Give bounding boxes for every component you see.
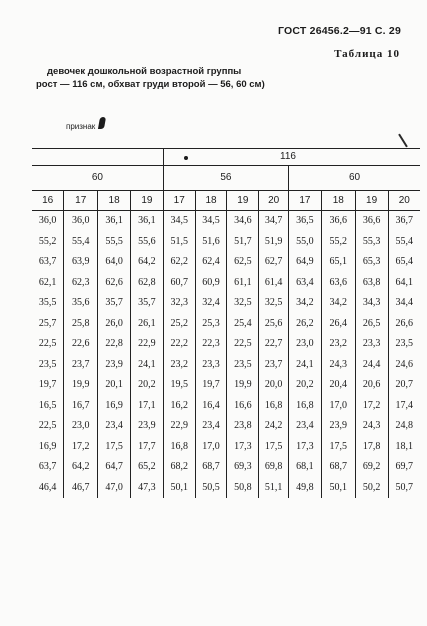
height-header-blank bbox=[32, 149, 163, 166]
table-cell: 17,2 bbox=[64, 437, 98, 458]
table-cell: 22,9 bbox=[131, 334, 164, 355]
table-cell: 36,0 bbox=[38, 215, 57, 227]
table-cell: 50,8 bbox=[227, 478, 259, 499]
table-cell: 34,3 bbox=[355, 293, 388, 314]
table-row bbox=[32, 457, 420, 478]
table-cell: 16,8 bbox=[289, 396, 322, 417]
table-body bbox=[32, 149, 420, 499]
table-cell: 23,5 bbox=[388, 334, 420, 355]
column-header-6: 19 bbox=[227, 191, 259, 211]
column-header-10: 19 bbox=[355, 191, 388, 211]
table-cell: 23,7 bbox=[64, 355, 98, 376]
table-row bbox=[32, 478, 420, 499]
table-cell: 19,9 bbox=[227, 375, 259, 396]
table-cell: 34,2 bbox=[321, 293, 355, 314]
chest-group-0: 60 bbox=[32, 166, 163, 191]
table-cell: 16,9 bbox=[38, 440, 57, 452]
table-cell: 47,0 bbox=[98, 478, 131, 499]
table-row bbox=[32, 314, 420, 335]
table-cell: 22,5 bbox=[227, 334, 259, 355]
table-cell: 16,6 bbox=[227, 396, 259, 417]
table-cell: 55,4 bbox=[388, 232, 420, 253]
table-cell: 26,4 bbox=[321, 314, 355, 335]
table-cell: 51,6 bbox=[195, 232, 227, 253]
column-header-2: 18 bbox=[98, 191, 131, 211]
table-cell: 62,3 bbox=[64, 273, 98, 294]
table-row bbox=[32, 396, 420, 417]
table-cell: 23,5 bbox=[38, 358, 57, 370]
table-cell: 20,1 bbox=[98, 375, 131, 396]
column-header-0: 16 bbox=[32, 191, 64, 211]
table-cell: 17,2 bbox=[355, 396, 388, 417]
table-cell: 36,1 bbox=[98, 211, 131, 232]
table-cell: 64,2 bbox=[64, 457, 98, 478]
table-cell: 20,7 bbox=[388, 375, 420, 396]
table-cell: 36,0 bbox=[64, 211, 98, 232]
table-cell: 50,2 bbox=[355, 478, 388, 499]
column-header-4: 17 bbox=[163, 191, 195, 211]
table-cell: 35,5 bbox=[38, 297, 57, 309]
table-cell: 26,2 bbox=[289, 314, 322, 335]
table-cell: 62,4 bbox=[195, 252, 227, 273]
table-cell: 51,5 bbox=[163, 232, 195, 253]
table-cell: 63,9 bbox=[64, 252, 98, 273]
table-cell: 61,4 bbox=[259, 273, 289, 294]
table-cell: 64,1 bbox=[388, 273, 420, 294]
table-cell: 49,8 bbox=[289, 478, 322, 499]
table-cell: 22,7 bbox=[259, 334, 289, 355]
table-cell: 24,1 bbox=[289, 355, 322, 376]
table-cell: 69,2 bbox=[355, 457, 388, 478]
table-cell: 35,6 bbox=[64, 293, 98, 314]
table-cell: 62,1 bbox=[38, 276, 57, 288]
table-cell: 34,7 bbox=[259, 211, 289, 232]
table-cell: 65,3 bbox=[355, 252, 388, 273]
table-cell: 23,9 bbox=[321, 416, 355, 437]
table-cell: 19,7 bbox=[38, 379, 57, 391]
table-cell: 34,4 bbox=[388, 293, 420, 314]
table-cell: 17,8 bbox=[355, 437, 388, 458]
height-header-row bbox=[32, 149, 420, 166]
table-cell: 32,4 bbox=[195, 293, 227, 314]
chest-group-2: 60 bbox=[289, 166, 420, 191]
table-cell: 32,3 bbox=[163, 293, 195, 314]
table-cell: 51,1 bbox=[259, 478, 289, 499]
table-cell: 23,4 bbox=[98, 416, 131, 437]
table-row bbox=[32, 355, 420, 376]
table-cell: 23,2 bbox=[163, 355, 195, 376]
table-cell: 23,9 bbox=[131, 416, 164, 437]
table-cell: 24,8 bbox=[388, 416, 420, 437]
table-cell: 34,6 bbox=[227, 211, 259, 232]
table-cell: 16,9 bbox=[98, 396, 131, 417]
table-cell: 25,7 bbox=[38, 317, 57, 329]
table-cell: 50,1 bbox=[321, 478, 355, 499]
table-cell: 62,2 bbox=[163, 252, 195, 273]
table-cell: 32,5 bbox=[227, 293, 259, 314]
table-caption-line-1: девочек дошкольной возрастной группы bbox=[47, 66, 242, 77]
table-cell: 25,3 bbox=[195, 314, 227, 335]
table-cell: 20,4 bbox=[321, 375, 355, 396]
table-cell: 63,4 bbox=[289, 273, 322, 294]
table-cell: 22,6 bbox=[64, 334, 98, 355]
table-cell: 63,8 bbox=[355, 273, 388, 294]
table-cell: 22,2 bbox=[163, 334, 195, 355]
table-cell: 22,8 bbox=[98, 334, 131, 355]
table-cell: 22,5 bbox=[38, 338, 57, 350]
table-cell: 17,3 bbox=[227, 437, 259, 458]
table-cell: 32,5 bbox=[259, 293, 289, 314]
column-header-7: 20 bbox=[259, 191, 289, 211]
table-cell: 16,5 bbox=[38, 399, 57, 411]
table-cell: 62,7 bbox=[259, 252, 289, 273]
table-cell: 22,3 bbox=[195, 334, 227, 355]
table-cell: 50,1 bbox=[163, 478, 195, 499]
table-cell: 17,5 bbox=[98, 437, 131, 458]
table-cell: 61,1 bbox=[227, 273, 259, 294]
table-cell: 62,6 bbox=[98, 273, 131, 294]
table-cell: 24,3 bbox=[355, 416, 388, 437]
table-cell: 68,7 bbox=[321, 457, 355, 478]
table-cell: 64,0 bbox=[98, 252, 131, 273]
sign-label: признак bbox=[66, 122, 96, 131]
table-number: Таблица 10 bbox=[334, 48, 400, 60]
table-cell: 16,8 bbox=[163, 437, 195, 458]
table-cell: 23,4 bbox=[195, 416, 227, 437]
table-cell: 25,6 bbox=[259, 314, 289, 335]
table-cell: 23,3 bbox=[195, 355, 227, 376]
table-cell: 55,5 bbox=[98, 232, 131, 253]
table-cell: 23,2 bbox=[321, 334, 355, 355]
table-cell: 23,5 bbox=[227, 355, 259, 376]
table-cell: 36,1 bbox=[131, 211, 164, 232]
table-cell: 23,8 bbox=[227, 416, 259, 437]
page-header: ГОСТ 26456.2—91 С. 29 bbox=[278, 25, 401, 37]
table-cell: 17,7 bbox=[131, 437, 164, 458]
table-cell: 50,5 bbox=[195, 478, 227, 499]
table-row bbox=[32, 293, 420, 314]
table-cell: 46,7 bbox=[64, 478, 98, 499]
table-row bbox=[32, 211, 420, 232]
table-cell: 50,7 bbox=[388, 478, 420, 499]
table-cell: 18,1 bbox=[388, 437, 420, 458]
table-cell: 64,2 bbox=[131, 252, 164, 273]
table-cell: 47,3 bbox=[131, 478, 164, 499]
column-header-3: 19 bbox=[131, 191, 164, 211]
table-cell: 36,5 bbox=[289, 211, 322, 232]
table-cell: 17,5 bbox=[259, 437, 289, 458]
table-cell: 24,1 bbox=[131, 355, 164, 376]
table-cell: 17,3 bbox=[289, 437, 322, 458]
table-cell: 17,0 bbox=[195, 437, 227, 458]
table-cell: 23,7 bbox=[259, 355, 289, 376]
table-row bbox=[32, 232, 420, 253]
table-cell: 34,2 bbox=[289, 293, 322, 314]
table-cell: 25,2 bbox=[163, 314, 195, 335]
table-cell: 36,6 bbox=[355, 211, 388, 232]
table-cell: 20,6 bbox=[355, 375, 388, 396]
table-cell: 26,1 bbox=[131, 314, 164, 335]
table-cell: 34,5 bbox=[195, 211, 227, 232]
table-cell: 46,4 bbox=[38, 481, 57, 493]
table-cell: 26,0 bbox=[98, 314, 131, 335]
table-cell: 16,8 bbox=[259, 396, 289, 417]
ink-mark bbox=[98, 117, 106, 129]
table-cell: 17,5 bbox=[321, 437, 355, 458]
table-cell: 23,4 bbox=[289, 416, 322, 437]
table-cell: 25,8 bbox=[64, 314, 98, 335]
measurement-table bbox=[32, 148, 420, 498]
table-row bbox=[32, 437, 420, 458]
table-cell: 16,7 bbox=[64, 396, 98, 417]
table-cell: 23,0 bbox=[289, 334, 322, 355]
table-cell: 51,9 bbox=[259, 232, 289, 253]
table-cell: 65,1 bbox=[321, 252, 355, 273]
table-row bbox=[32, 252, 420, 273]
table-cell: 64,9 bbox=[289, 252, 322, 273]
table-cell: 19,7 bbox=[195, 375, 227, 396]
table-cell: 63,7 bbox=[38, 461, 57, 473]
column-header-5: 18 bbox=[195, 191, 227, 211]
column-header-9: 18 bbox=[321, 191, 355, 211]
table-cell: 20,2 bbox=[289, 375, 322, 396]
table-row bbox=[32, 416, 420, 437]
table-row bbox=[32, 334, 420, 355]
height-header-cell: 116 bbox=[163, 149, 420, 166]
table-cell: 24,2 bbox=[259, 416, 289, 437]
table-cell: 63,7 bbox=[38, 256, 57, 268]
table-row bbox=[32, 375, 420, 396]
table-cell: 55,2 bbox=[321, 232, 355, 253]
table-cell: 60,7 bbox=[163, 273, 195, 294]
table-cell: 68,7 bbox=[195, 457, 227, 478]
table-cell: 65,2 bbox=[131, 457, 164, 478]
table-cell: 24,4 bbox=[355, 355, 388, 376]
table-cell: 34,5 bbox=[163, 211, 195, 232]
table-cell: 23,0 bbox=[64, 416, 98, 437]
table-cell: 68,1 bbox=[289, 457, 322, 478]
table-cell: 24,6 bbox=[388, 355, 420, 376]
table-cell: 62,8 bbox=[131, 273, 164, 294]
stray-mark bbox=[398, 134, 408, 148]
table-cell: 69,3 bbox=[227, 457, 259, 478]
table-cell: 22,5 bbox=[38, 420, 57, 432]
table-cell: 16,2 bbox=[163, 396, 195, 417]
table-cell: 24,3 bbox=[321, 355, 355, 376]
table-cell: 55,3 bbox=[355, 232, 388, 253]
table-cell: 65,4 bbox=[388, 252, 420, 273]
table-cell: 55,2 bbox=[38, 235, 57, 247]
table-cell: 26,5 bbox=[355, 314, 388, 335]
table-cell: 16,4 bbox=[195, 396, 227, 417]
table-cell: 55,4 bbox=[64, 232, 98, 253]
table-row bbox=[32, 273, 420, 294]
table-cell: 17,4 bbox=[388, 396, 420, 417]
table-cell: 25,4 bbox=[227, 314, 259, 335]
table-cell: 69,7 bbox=[388, 457, 420, 478]
table-cell: 20,0 bbox=[259, 375, 289, 396]
chest-group-1: 56 bbox=[163, 166, 288, 191]
table-cell: 55,0 bbox=[289, 232, 322, 253]
column-header-row bbox=[32, 191, 420, 211]
table-cell: 23,3 bbox=[355, 334, 388, 355]
table-cell: 55,6 bbox=[131, 232, 164, 253]
table-cell: 26,6 bbox=[388, 314, 420, 335]
table-cell: 51,7 bbox=[227, 232, 259, 253]
table-cell: 36,7 bbox=[388, 211, 420, 232]
table-cell: 22,9 bbox=[163, 416, 195, 437]
table-cell: 69,8 bbox=[259, 457, 289, 478]
table-cell: 19,9 bbox=[64, 375, 98, 396]
table-cell: 60,9 bbox=[195, 273, 227, 294]
column-header-11: 20 bbox=[388, 191, 420, 211]
table-cell: 68,2 bbox=[163, 457, 195, 478]
table-cell: 35,7 bbox=[98, 293, 131, 314]
table-cell: 19,5 bbox=[163, 375, 195, 396]
table-cell: 62,5 bbox=[227, 252, 259, 273]
table-cell: 36,6 bbox=[321, 211, 355, 232]
table-cell: 20,2 bbox=[131, 375, 164, 396]
table-cell: 35,7 bbox=[131, 293, 164, 314]
table-cell: 17,0 bbox=[321, 396, 355, 417]
table-cell: 64,7 bbox=[98, 457, 131, 478]
table-cell: 17,1 bbox=[131, 396, 164, 417]
column-header-8: 17 bbox=[289, 191, 322, 211]
table-cell: 63,6 bbox=[321, 273, 355, 294]
column-header-1: 17 bbox=[64, 191, 98, 211]
chest-group-row bbox=[32, 166, 420, 191]
table-cell: 23,9 bbox=[98, 355, 131, 376]
table-caption-line-2: рост — 116 см, обхват груди второй — 56, 60 см) bbox=[36, 79, 265, 90]
